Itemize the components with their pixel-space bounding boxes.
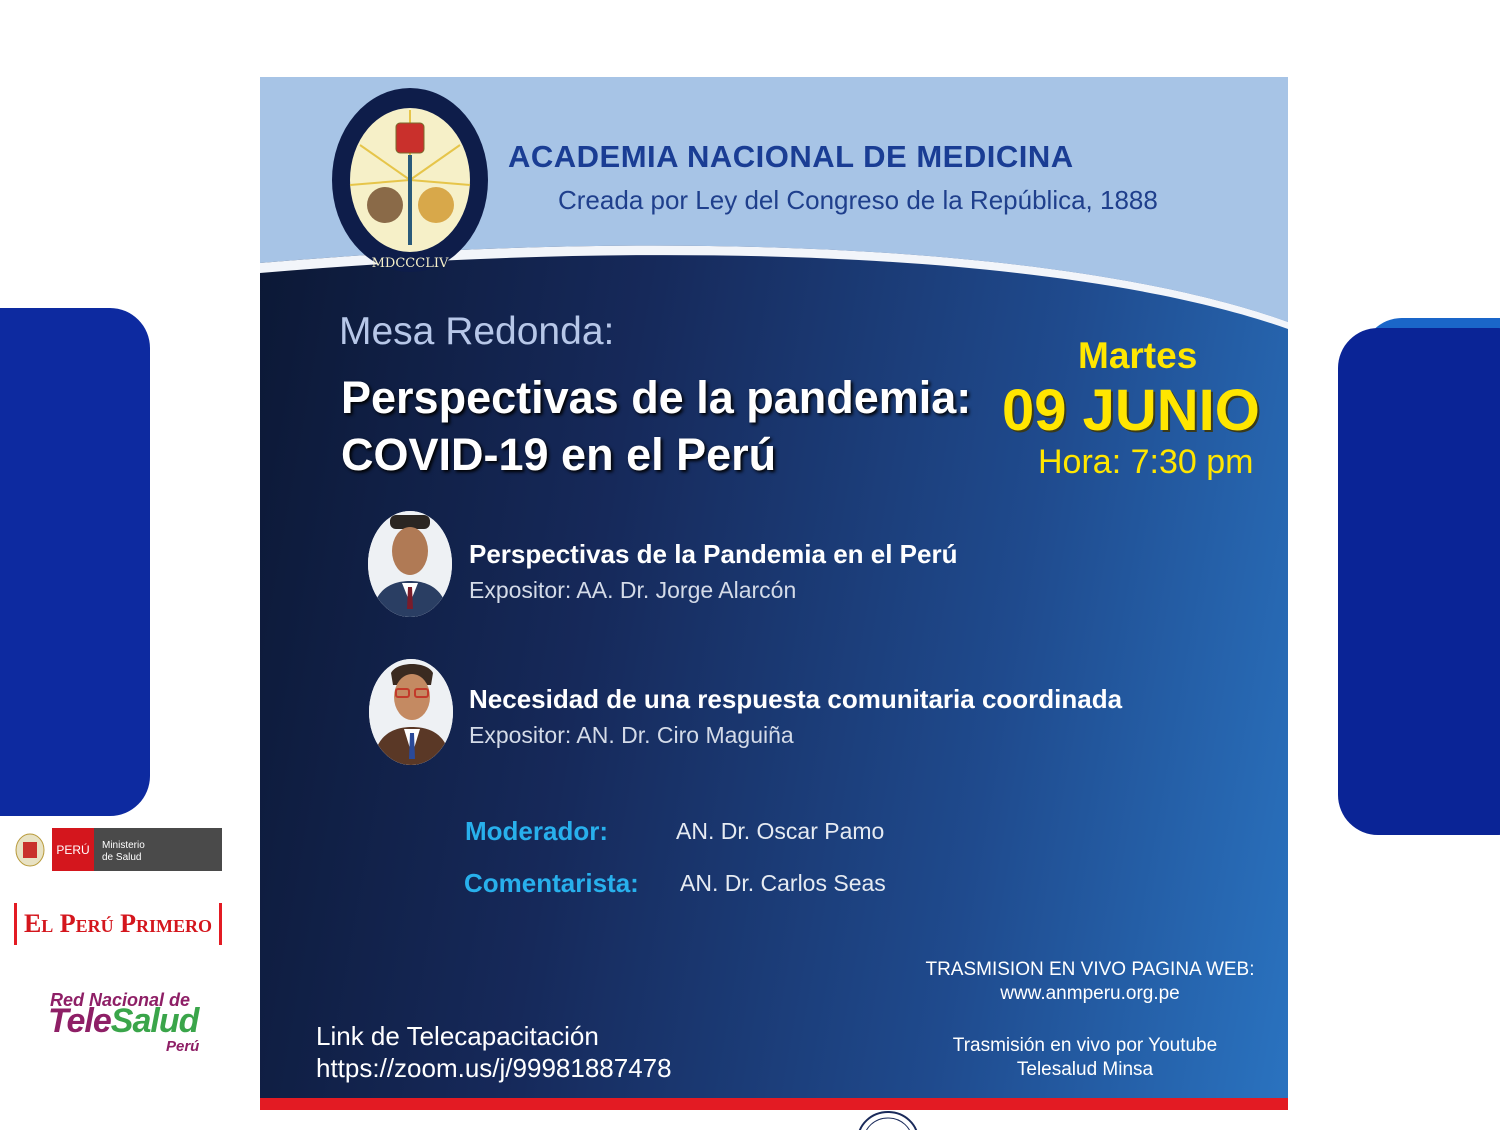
event-poster [260,77,1288,1110]
telesalud-main-salud: Salud [110,1002,199,1040]
commentator-label: Comentarista: [464,868,639,898]
telesalud-main-tele: Tele [48,1002,111,1040]
minsa-country: PERÚ [56,843,90,857]
event-type: Mesa Redonda: [339,310,615,353]
event-day: Martes [1078,335,1198,376]
talk-1-title: Perspectivas de la Pandemia en el Perú [469,539,958,569]
event-title-line2: COVID-19 en el Perú [341,429,777,480]
talk-1-speaker: Expositor: AA. Dr. Jorge Alarcón [469,577,797,603]
live-youtube-label: Trasmisión en vivo por Youtube [952,1035,1218,1056]
bottom-seal-emblem [856,1110,920,1130]
academy-name: ACADEMIA NACIONAL DE MEDICINA [508,139,1074,174]
moderator-label: Moderador: [465,816,608,846]
event-time: Hora: 7:30 pm [1038,443,1254,481]
speaker-photo-2 [369,659,453,765]
right-blue-panel [1338,328,1500,835]
minsa-logo [14,828,222,871]
academy-subtitle: Creada por Ley del Congreso de la República, 1888 [558,185,1158,215]
telesalud-top-text: Red Nacional de [50,990,191,1010]
event-title-line1: Perspectivas de la pandemia: [341,372,972,423]
zoom-url[interactable]: https://zoom.us/j/99981887478 [316,1053,672,1083]
event-date: 09 JUNIO [1002,378,1260,443]
left-blue-panel [0,308,150,816]
zoom-label: Link de Telecapacitación [316,1021,599,1051]
live-youtube-channel: Telesalud Minsa [1016,1059,1154,1080]
seal-year: MDCCCLIV [371,256,449,271]
el-peru-primero-logo [14,903,222,945]
live-web-url[interactable]: www.anmperu.org.pe [1000,983,1180,1004]
telesalud-main-text [48,1002,198,1041]
commentator-name: AN. Dr. Carlos Seas [680,870,886,896]
minsa-line2: de Salud [102,852,142,863]
telesalud-sub-text: Perú [166,1038,200,1055]
talk-2-title: Necesidad de una respuesta comunitaria coordinada [469,684,1123,714]
event-title [341,369,971,483]
bottom-red-bar [260,1098,1288,1110]
live-web-label: TRASMISION EN VIVO PAGINA WEB: [925,959,1255,980]
minsa-line1: Ministerio [102,840,145,851]
moderator-name: AN. Dr. Oscar Pamo [676,818,885,844]
el-peru-primero-text: El Perú Primero [23,909,213,938]
talk-2-speaker: Expositor: AN. Dr. Ciro Maguiña [469,722,794,748]
telesalud-logo [46,988,221,1060]
speaker-photo-1 [368,511,452,617]
academy-seal [330,85,490,275]
